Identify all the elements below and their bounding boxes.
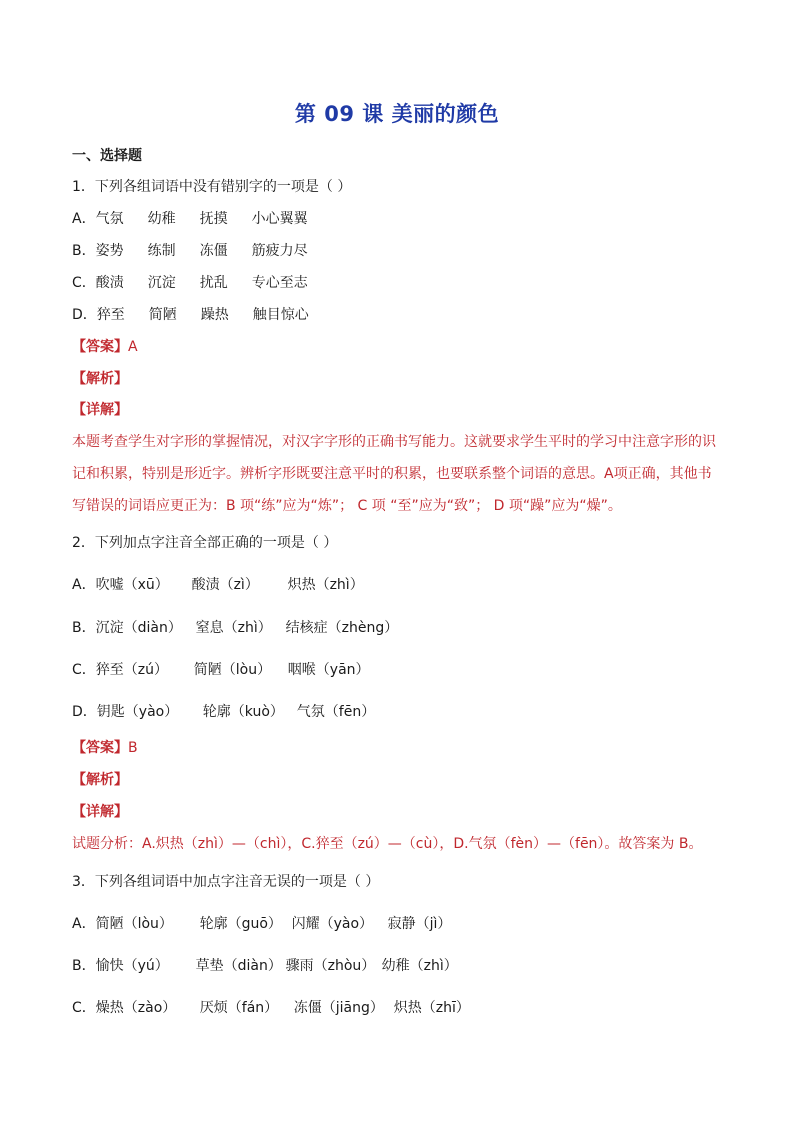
option-word: 炽热（zhī） [393, 1000, 470, 1016]
option-word: 猝至 [96, 307, 125, 323]
option-word: 简陋 [148, 307, 177, 323]
option-word: 躁热 [200, 307, 229, 323]
answer-value: A [128, 339, 138, 355]
question-1-analysis-label: 【解析】 [72, 371, 128, 387]
option-word: 闪耀（yào） [291, 916, 374, 932]
option-letter: D． [72, 704, 97, 720]
option-word: 抚摸 [199, 211, 228, 227]
option-word: 酸渍 [95, 275, 124, 291]
option-word: 燥热（zào） [95, 1000, 177, 1016]
option-word: 气氛 [95, 211, 124, 227]
question-1-option-a [72, 209, 308, 229]
option-word: 炽热（zhì） [287, 577, 364, 593]
option-word: 练制 [147, 243, 176, 259]
option-word: 草垫（diàn） [195, 958, 282, 974]
option-word: 咽喉（yān） [287, 662, 370, 678]
option-word: 猝至（zú） [95, 662, 169, 678]
option-letter: B． [72, 958, 96, 974]
option-word: 厌烦（fán） [199, 1000, 279, 1016]
section-heading: 一、选择题 [72, 148, 142, 164]
option-word: 冻僵 [199, 243, 228, 259]
question-1-option-c [72, 273, 308, 293]
option-word: 轮廓（guō） [199, 916, 282, 932]
question-1-option-b [72, 241, 308, 261]
option-word: 沉淀（diàn） [95, 620, 182, 636]
question-2-option-a [72, 575, 364, 595]
question-2-stem: 2．下列加点字注音全部正确的一项是（ ） [72, 535, 338, 551]
question-1-option-d [72, 305, 309, 325]
option-word: 触目惊心 [252, 307, 309, 323]
question-3-option-a [72, 914, 451, 934]
option-word: 扰乱 [199, 275, 228, 291]
option-word: 姿势 [95, 243, 124, 259]
option-word: 愉快（yú） [95, 958, 169, 974]
option-word: 沉淀 [147, 275, 176, 291]
option-letter: C． [72, 275, 96, 291]
answer-label: 【答案】 [72, 339, 128, 355]
option-word: 幼稚（zhì） [381, 958, 458, 974]
option-letter: C． [72, 1000, 96, 1016]
question-2-option-d [72, 702, 375, 722]
option-word: 简陋（lòu） [95, 916, 173, 932]
option-letter: C． [72, 662, 96, 678]
question-1-detail-line: 本题考查学生对字形的掌握情况，对汉字字形的正确书写能力。这就要求学生平时的学习中注意字形的识 [72, 434, 716, 450]
option-word: 吹嘘（xū） [95, 577, 169, 593]
option-word: 寂静（jì） [387, 916, 452, 932]
page-title: 第 09 课 美丽的颜色 [294, 102, 500, 126]
question-3-option-c [72, 998, 470, 1018]
option-word: 气氛（fēn） [296, 704, 376, 720]
question-1-stem: 1．下列各组词语中没有错别字的一项是（ ） [72, 179, 352, 195]
question-2-option-c [72, 660, 370, 680]
option-word: 简陋（lòu） [193, 662, 272, 678]
option-letter: A． [72, 577, 96, 593]
question-1-detail-line: 写错误的词语应更正为：B 项“练”应为“炼”； C 项 “至”应为“致”； D 项“躁”应为“燥”。 [72, 498, 622, 514]
option-word: 小心翼翼 [251, 211, 308, 227]
option-letter: A． [72, 211, 96, 227]
question-2-answer [72, 738, 138, 758]
option-word: 骤雨（zhòu） [285, 958, 376, 974]
option-word: 幼稚 [147, 211, 176, 227]
option-word: 酸渍（zì） [191, 577, 259, 593]
option-word: 筋疲力尽 [251, 243, 308, 259]
option-word: 钥匙（yào） [96, 704, 179, 720]
option-word: 窒息（zhì） [195, 620, 272, 636]
option-word: 冻僵（jiāng） [293, 1000, 384, 1016]
question-1-detail-line: 记和积累，特别是形近字。辨析字形既要注意平时的积累，也要联系整个词语的意思。A项正确，其他书 [72, 466, 712, 482]
question-2-detail-line: 试题分析：A.炽热（zhì）—（chì），C.猝至（zú）—（cù），D.气氛（fèn）—（fēn）。故答案为 B。 [72, 836, 703, 852]
question-2-detail-label: 【详解】 [72, 804, 128, 820]
question-3-option-b [72, 956, 458, 976]
option-word: 结核症（zhèng） [285, 620, 399, 636]
option-letter: B． [72, 620, 96, 636]
question-2-option-b [72, 618, 398, 638]
option-word: 专心至志 [251, 275, 308, 291]
option-word: 轮廓（kuò） [202, 704, 284, 720]
option-letter: D． [72, 307, 97, 323]
question-2-analysis-label: 【解析】 [72, 772, 128, 788]
option-letter: B． [72, 243, 96, 259]
question-3-stem: 3．下列各组词语中加点字注音无误的一项是（ ） [72, 874, 380, 890]
question-1-detail-label: 【详解】 [72, 402, 128, 418]
answer-label: 【答案】 [72, 740, 128, 756]
option-letter: A． [72, 916, 96, 932]
question-1-answer [72, 337, 138, 357]
answer-value: B [128, 740, 138, 756]
